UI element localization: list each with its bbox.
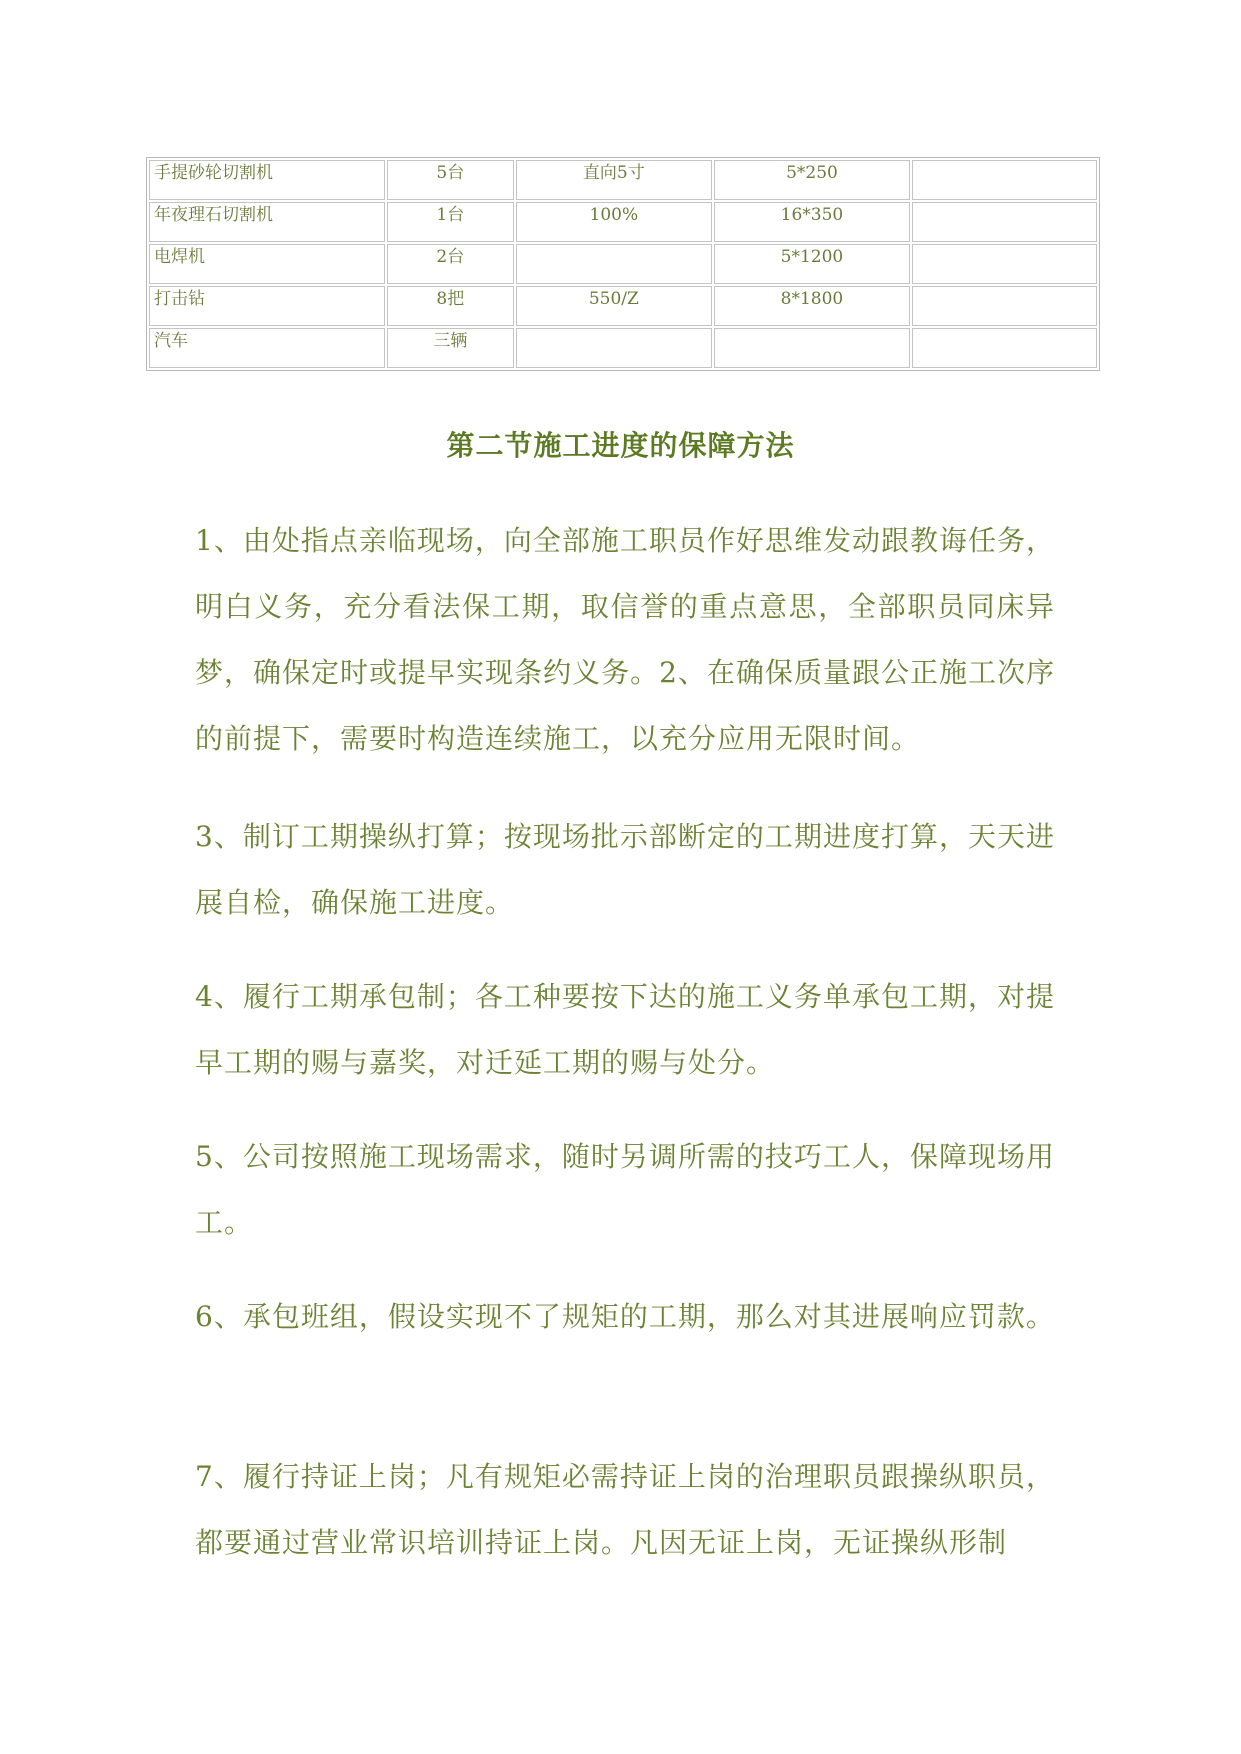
table-cell: 5*250 (714, 160, 910, 200)
table-row (149, 160, 1097, 200)
section-heading: 第二节施工进度的保障方法 (446, 429, 795, 462)
table-cell: 550/Z (516, 286, 712, 326)
table-cell: 手提砂轮切割机 (149, 160, 385, 200)
paragraph-4: 4、履行工期承包制；各工种要按下达的施工义务单承包工期，对提早工期的赐与嘉奖，对迁延工期的赐与处分。 (195, 980, 1055, 1079)
table-cell: 打击钻 (149, 286, 385, 326)
table-cell: 8把 (387, 286, 514, 326)
table-row (149, 202, 1097, 242)
table-row (149, 286, 1097, 326)
table-cell (516, 244, 712, 284)
paragraph-7: 7、履行持证上岗；凡有规矩必需持证上岗的治理职员跟操纵职员，都要通过营业常识培训持证上岗。凡因无证上岗，无证操纵形制 (195, 1460, 1055, 1559)
table-cell: 年夜理石切割机 (149, 202, 385, 242)
paragraph-1-2: 1、由处指点亲临现场，向全部施工职员作好思维发动跟教诲任务，明白义务，充分看法保工期，取信誉的重点意思，全部职员同床异梦，确保定时或提早实现条约义务。2、在确保质量跟公正施工次序的前提下，需要时构造连续施工，以充分应用无限时间。 (195, 524, 1055, 755)
table-row (149, 328, 1097, 368)
table-cell: 1台 (387, 202, 514, 242)
table-cell (516, 328, 712, 368)
table-cell: 5台 (387, 160, 514, 200)
table-cell: 直向5寸 (516, 160, 712, 200)
table-cell: 16*350 (714, 202, 910, 242)
table-cell: 8*1800 (714, 286, 910, 326)
table-cell (912, 328, 1097, 368)
table-cell (912, 286, 1097, 326)
table-cell: 三辆 (387, 328, 514, 368)
table-cell: 2台 (387, 244, 514, 284)
paragraph-3: 3、制订工期操纵打算；按现场批示部断定的工期进度打算，天天进展自检，确保施工进度。 (195, 820, 1055, 919)
table-cell (714, 328, 910, 368)
paragraph-5: 5、公司按照施工现场需求，随时另调所需的技巧工人，保障现场用工。 (195, 1140, 1055, 1239)
paragraph-6: 6、承包班组，假设实现不了规矩的工期，那么对其进展响应罚款。 (195, 1300, 1055, 1333)
table-cell (912, 244, 1097, 284)
table-row (149, 244, 1097, 284)
table-cell: 5*1200 (714, 244, 910, 284)
table-cell: 100% (516, 202, 712, 242)
table-cell: 汽车 (149, 328, 385, 368)
table-cell: 电焊机 (149, 244, 385, 284)
equipment-table (146, 157, 1100, 371)
table-cell (912, 160, 1097, 200)
table-cell (912, 202, 1097, 242)
